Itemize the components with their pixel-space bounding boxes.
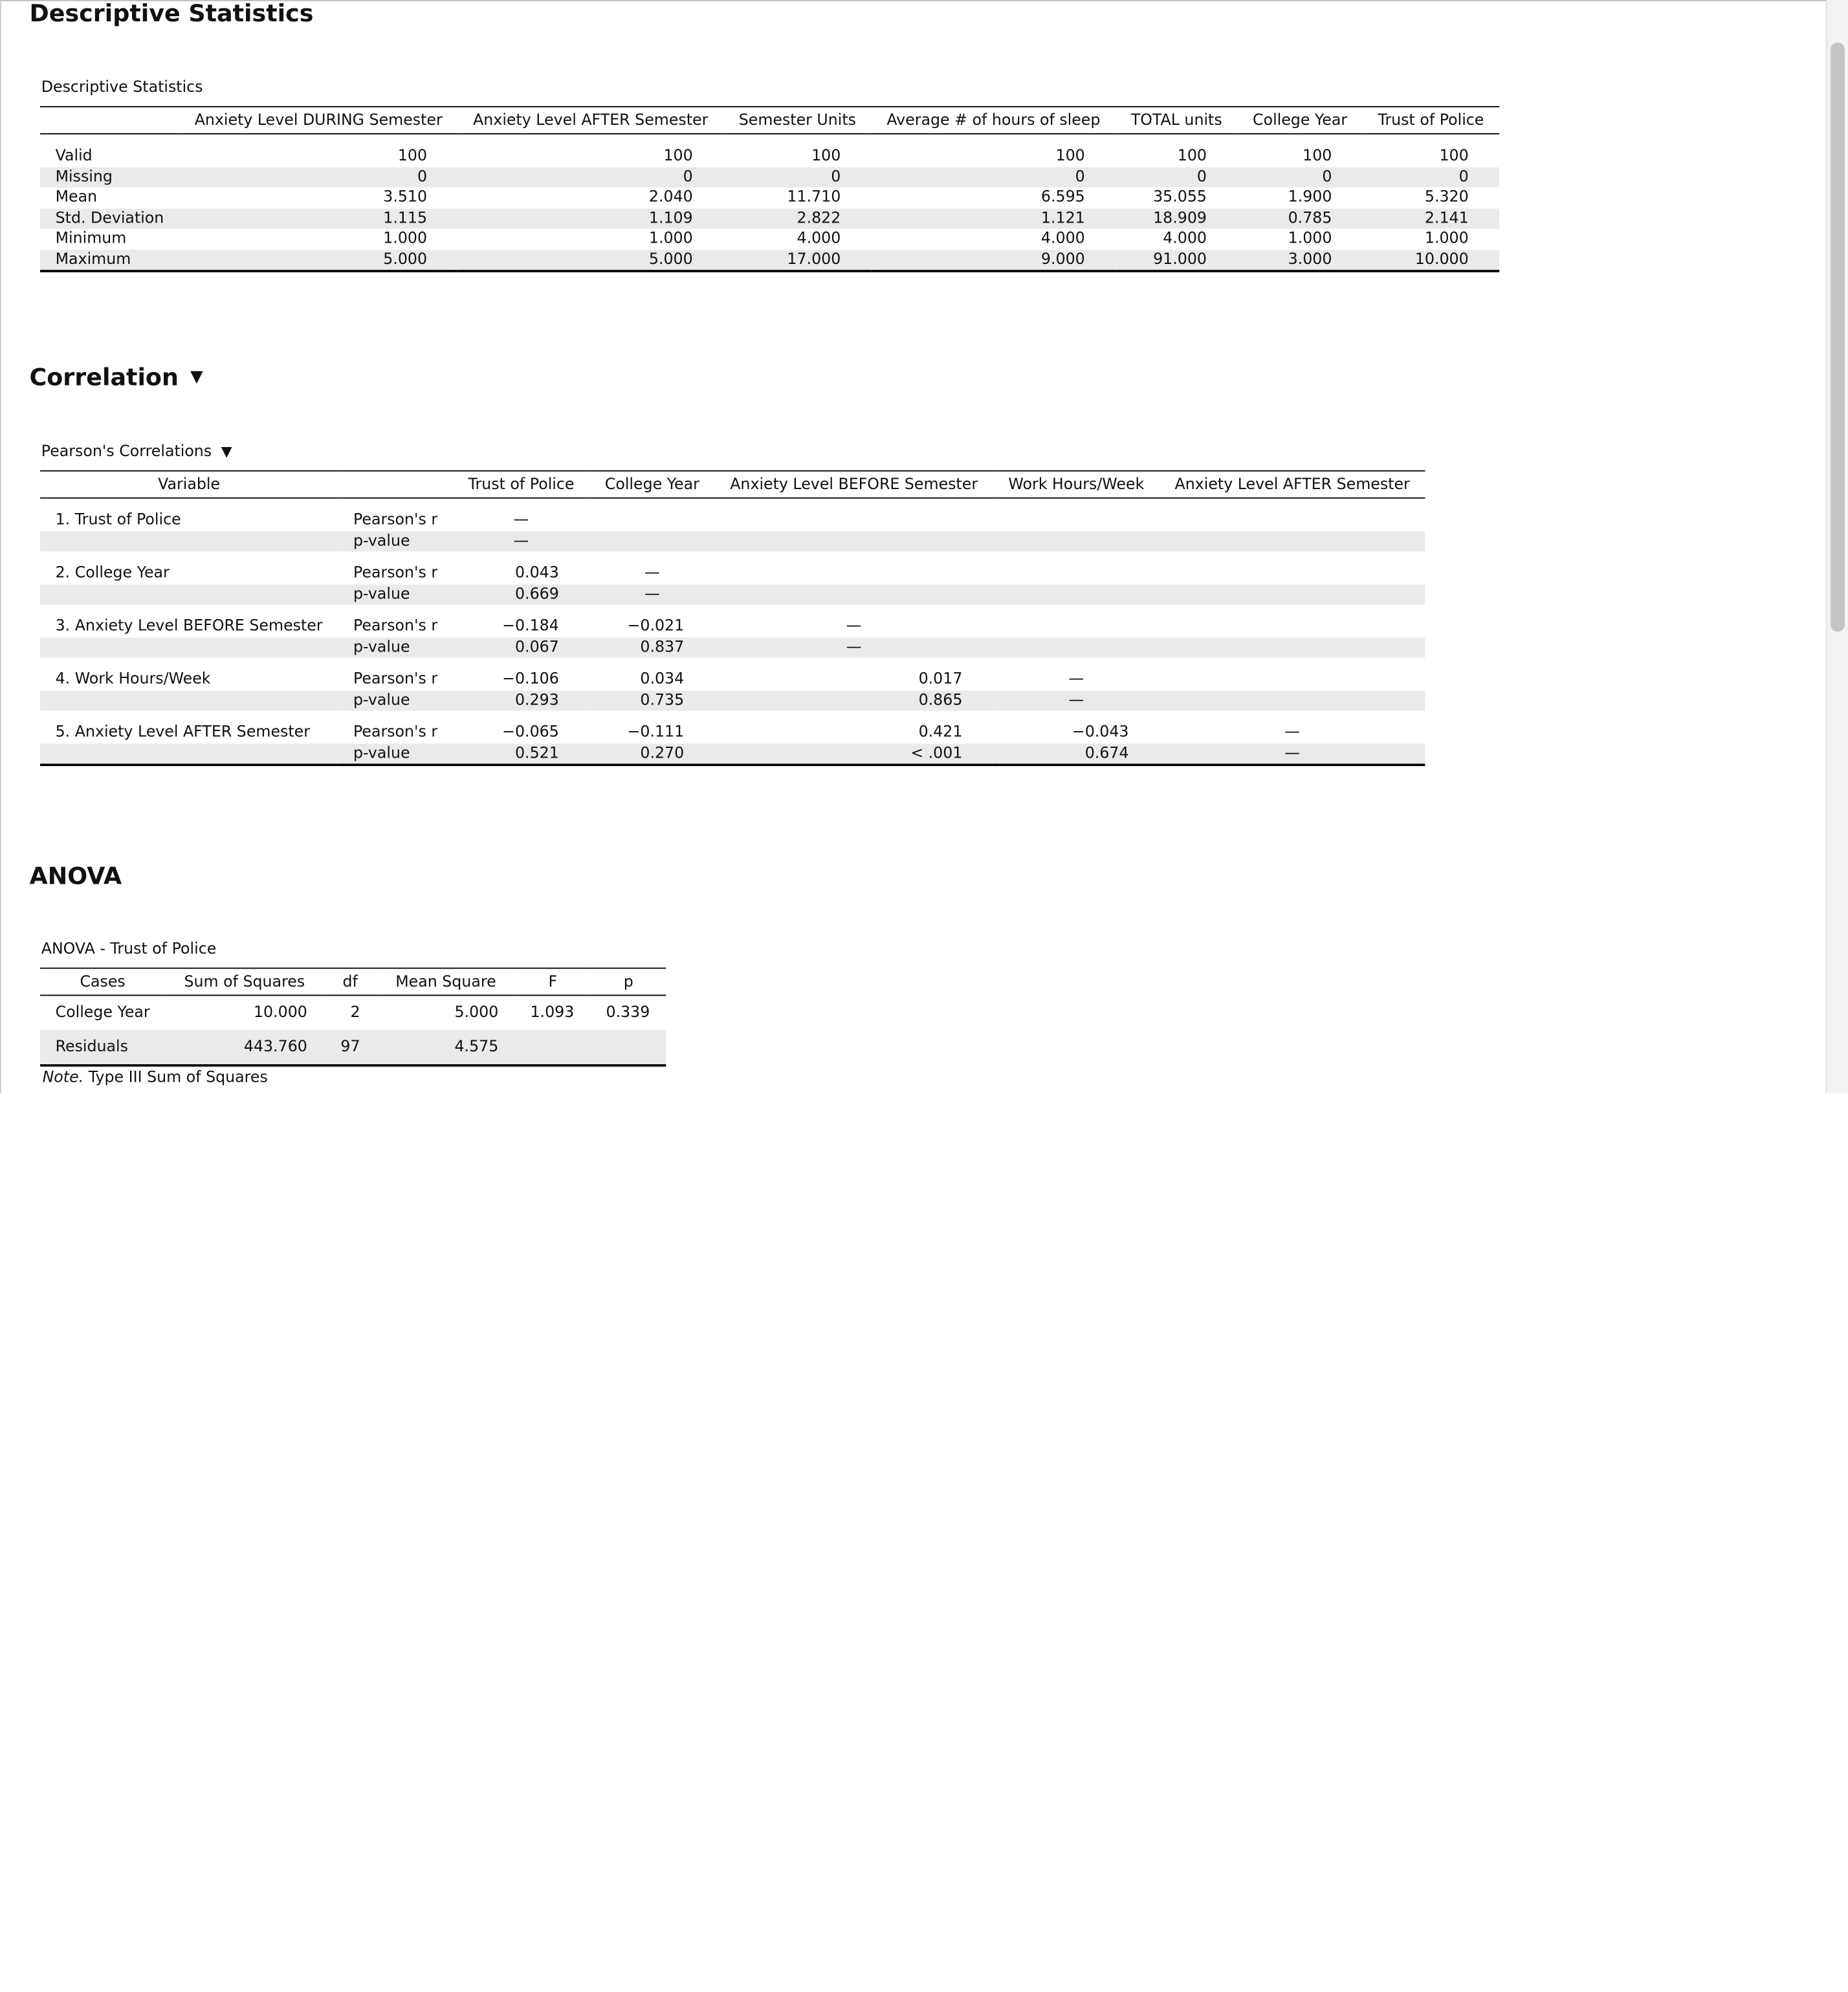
- table-row: [40, 637, 1425, 658]
- table-cell: 0.837: [589, 637, 714, 658]
- spacer-cell: [40, 710, 1425, 722]
- table-cell: 10.000: [253, 1004, 307, 1022]
- spacer-row: [40, 552, 1425, 564]
- column-header: Average # of hours of sleep: [886, 111, 1101, 129]
- table-cell: [1160, 531, 1425, 552]
- table-cell: [715, 531, 993, 552]
- table-cell: [1160, 584, 1425, 605]
- table-cell: —: [1284, 723, 1301, 741]
- table-cell: 0.421: [918, 723, 963, 741]
- table-cell: 17.000: [723, 249, 872, 271]
- table-cell: [993, 564, 1160, 584]
- table-cell: 100: [397, 147, 428, 166]
- table-cell: [993, 584, 1160, 605]
- table-cell: 2.141: [1363, 208, 1499, 229]
- table-cell: 1.121: [872, 208, 1116, 229]
- table-cell: 0: [1237, 167, 1362, 188]
- table-cell: 6.595: [1040, 188, 1085, 206]
- table-cell: [589, 510, 714, 531]
- table-cell: 100: [663, 147, 693, 166]
- column-header: College Year: [1253, 111, 1348, 129]
- table-cell: 0.865: [715, 690, 993, 711]
- table-cell: 443.760: [165, 1030, 324, 1066]
- table-row: [40, 228, 1499, 249]
- stat-label: Pearson's r: [353, 670, 438, 688]
- table-cell: 0.669: [453, 584, 589, 605]
- table-row: [40, 723, 1425, 743]
- stat-label: Pearson's r: [353, 564, 438, 582]
- table-cell: —: [453, 531, 589, 552]
- table-cell: —: [993, 690, 1160, 711]
- table-header-row: [40, 969, 666, 996]
- row-label: College Year: [55, 1004, 150, 1022]
- row-label: Maximum: [40, 249, 179, 271]
- table-cell: 9.000: [872, 249, 1116, 271]
- anova-table: [40, 968, 666, 1067]
- stat-label: p-value: [338, 743, 453, 765]
- table-cell: 0: [1363, 167, 1499, 188]
- spacer-cell: [40, 552, 1425, 564]
- table-cell: 35.055: [1153, 188, 1207, 206]
- stat-label: Pearson's r: [353, 617, 438, 635]
- column-header: F: [548, 972, 558, 991]
- table-row: [40, 584, 1425, 605]
- correlation-table: [40, 470, 1425, 766]
- table-cell: 0: [179, 167, 457, 188]
- table-cell: 0.067: [453, 637, 589, 658]
- table-cell: 97: [324, 1030, 377, 1066]
- collapse-triangle-icon[interactable]: ▼: [221, 443, 232, 460]
- table-cell: —: [513, 511, 529, 529]
- column-header: df: [342, 972, 358, 991]
- spacer-cell: [40, 658, 1425, 670]
- spacer-row: [40, 498, 1425, 510]
- table-row: [40, 167, 1499, 188]
- table-cell: [1160, 670, 1425, 690]
- table-cell: [993, 617, 1160, 637]
- table-cell: −0.065: [502, 723, 559, 741]
- table-cell: −0.021: [627, 617, 685, 635]
- collapse-triangle-icon[interactable]: ▼: [190, 367, 203, 387]
- table-row: [40, 670, 1425, 690]
- table-cell: [1160, 617, 1425, 637]
- table-cell: [715, 564, 993, 584]
- vertical-scrollbar[interactable]: [1826, 0, 1848, 1094]
- table-cell: —: [1068, 670, 1084, 688]
- table-cell: 0: [723, 167, 872, 188]
- column-header: Sum of Squares: [184, 972, 305, 991]
- column-header: Anxiety Level AFTER Semester: [1174, 476, 1410, 494]
- table-cell: 5.320: [1424, 188, 1469, 206]
- table-cell: [1160, 564, 1425, 584]
- spacer-cell: [40, 605, 1425, 617]
- table-cell: −0.043: [1072, 723, 1129, 741]
- table-cell: 1.093: [530, 1004, 575, 1022]
- column-header: Trust of Police: [468, 476, 575, 494]
- row-label: Residuals: [40, 1030, 165, 1066]
- anova-caption: ANOVA - Trust of Police: [41, 940, 217, 959]
- table-row: [40, 531, 1425, 552]
- table-cell: −0.106: [502, 670, 559, 688]
- spacer-row: [40, 605, 1425, 617]
- anova-heading: ANOVA: [29, 861, 122, 890]
- table-cell: [715, 510, 993, 531]
- column-header: Anxiety Level BEFORE Semester: [730, 476, 978, 494]
- row-label: 1. Trust of Police: [55, 511, 181, 529]
- row-label: Minimum: [55, 230, 127, 248]
- spacer-row: [40, 710, 1425, 722]
- row-label: 4. Work Hours/Week: [55, 670, 211, 688]
- table-cell: 1.000: [383, 230, 428, 248]
- table-cell: 0.735: [589, 690, 714, 711]
- table-cell: [515, 1030, 591, 1066]
- column-header: [40, 107, 179, 134]
- table-cell: —: [1160, 743, 1425, 765]
- table-cell: 1.109: [457, 208, 723, 229]
- row-label: Valid: [55, 147, 93, 166]
- table-row: [40, 690, 1425, 711]
- table-cell: 2: [350, 1004, 360, 1022]
- table-cell: —: [846, 617, 862, 635]
- table-cell: 2.040: [648, 188, 693, 206]
- table-cell: —: [715, 637, 993, 658]
- table-row: [40, 617, 1425, 637]
- table-cell: 100: [1055, 147, 1085, 166]
- table-cell: 0.270: [589, 743, 714, 765]
- row-label: [40, 690, 338, 711]
- spacer-row: [40, 658, 1425, 670]
- table-row: [40, 995, 666, 1030]
- descriptive-caption: Descriptive Statistics: [41, 79, 203, 97]
- table-row: [40, 146, 1499, 167]
- table-row: [40, 1030, 666, 1066]
- table-header-row: [40, 471, 1425, 498]
- table-row: [40, 564, 1425, 584]
- table-cell: 0.339: [606, 1004, 650, 1022]
- table-cell: 1.000: [1288, 230, 1332, 248]
- table-cell: −0.184: [502, 617, 559, 635]
- column-header: TOTAL units: [1130, 111, 1222, 129]
- column-header: p: [623, 972, 633, 991]
- stat-label: p-value: [338, 584, 453, 605]
- table-cell: 5.000: [454, 1004, 499, 1022]
- table-cell: 0.043: [514, 564, 559, 582]
- spacer-cell: [40, 498, 1425, 510]
- table-cell: < .001: [715, 743, 993, 765]
- table-cell: 10.000: [1363, 249, 1499, 271]
- table-cell: 5.000: [457, 249, 723, 271]
- table-row: [40, 249, 1499, 271]
- table-row: [40, 208, 1499, 229]
- spacer-row: [40, 134, 1499, 146]
- table-cell: 1.000: [648, 230, 693, 248]
- table-cell: [1160, 637, 1425, 658]
- row-label: 3. Anxiety Level BEFORE Semester: [55, 617, 323, 635]
- column-header: Anxiety Level AFTER Semester: [473, 111, 709, 129]
- spacer-cell: [40, 134, 1499, 146]
- table-cell: [993, 637, 1160, 658]
- row-label: [40, 584, 338, 605]
- column-header: Cases: [80, 972, 126, 991]
- column-header: Work Hours/Week: [1008, 476, 1145, 494]
- stat-label: Pearson's r: [353, 511, 438, 529]
- row-label: [40, 637, 338, 658]
- table-cell: 0.017: [918, 670, 963, 688]
- table-header-row: [40, 107, 1499, 134]
- table-cell: 0: [457, 167, 723, 188]
- row-label: 2. College Year: [55, 564, 170, 582]
- column-header: Anxiety Level DURING Semester: [194, 111, 443, 129]
- table-cell: 100: [1303, 147, 1332, 166]
- table-cell: 11.710: [787, 188, 841, 206]
- table-cell: −0.111: [627, 723, 685, 741]
- stat-label: p-value: [338, 690, 453, 711]
- table-cell: 5.000: [179, 249, 457, 271]
- table-cell: [715, 584, 993, 605]
- descriptive-table: [40, 106, 1499, 272]
- table-cell: [1160, 690, 1425, 711]
- column-header: Mean Square: [395, 972, 496, 991]
- row-label: [40, 743, 338, 765]
- pearson-caption[interactable]: Pearson's Correlations ▼: [41, 443, 232, 461]
- column-header: Variable: [158, 476, 221, 494]
- table-cell: 3.000: [1237, 249, 1362, 271]
- table-cell: 91.000: [1116, 249, 1237, 271]
- anova-note: Note. Type III Sum of Squares: [42, 1069, 268, 1087]
- correlation-heading[interactable]: Correlation ▼: [29, 363, 203, 391]
- table-cell: 0.785: [1237, 208, 1362, 229]
- table-row: [40, 510, 1425, 531]
- table-cell: 100: [811, 147, 841, 166]
- table-row: [40, 188, 1499, 208]
- stat-label: p-value: [338, 637, 453, 658]
- table-cell: —: [644, 564, 660, 582]
- table-cell: 100: [1177, 147, 1207, 166]
- table-cell: [1160, 510, 1425, 531]
- table-cell: 1.000: [1424, 230, 1469, 248]
- column-header: [338, 471, 453, 498]
- table-cell: 0: [1116, 167, 1237, 188]
- table-cell: 3.510: [383, 188, 428, 206]
- table-cell: 100: [1439, 147, 1469, 166]
- table-cell: 4.000: [797, 230, 841, 248]
- table-cell: 4.000: [1040, 230, 1085, 248]
- table-cell: 2.822: [723, 208, 872, 229]
- table-cell: 0.674: [993, 743, 1160, 765]
- table-cell: 0.293: [453, 690, 589, 711]
- column-header: College Year: [604, 476, 699, 494]
- column-header: Trust of Police: [1378, 111, 1484, 129]
- table-cell: 0.034: [640, 670, 685, 688]
- table-cell: 1.900: [1288, 188, 1332, 206]
- table-cell: 4.575: [377, 1030, 515, 1066]
- table-cell: [993, 531, 1160, 552]
- row-label: 5. Anxiety Level AFTER Semester: [55, 723, 310, 741]
- table-cell: 0.521: [453, 743, 589, 765]
- table-cell: 0: [872, 167, 1116, 188]
- stat-label: p-value: [338, 531, 453, 552]
- row-label: Mean: [55, 188, 98, 206]
- table-cell: —: [589, 584, 714, 605]
- row-label: Missing: [40, 167, 179, 188]
- row-label: [40, 531, 338, 552]
- column-header: Semester Units: [738, 111, 856, 129]
- table-row: [40, 743, 1425, 765]
- scrollbar-thumb[interactable]: [1831, 43, 1845, 632]
- table-cell: 4.000: [1163, 230, 1207, 248]
- row-label: Std. Deviation: [40, 208, 179, 229]
- table-cell: 18.909: [1116, 208, 1237, 229]
- stat-label: Pearson's r: [353, 723, 438, 741]
- table-cell: 1.115: [179, 208, 457, 229]
- table-cell: [589, 531, 714, 552]
- descriptive-heading: Descriptive Statistics: [29, 0, 314, 27]
- table-cell: [993, 510, 1160, 531]
- table-cell: [591, 1030, 666, 1066]
